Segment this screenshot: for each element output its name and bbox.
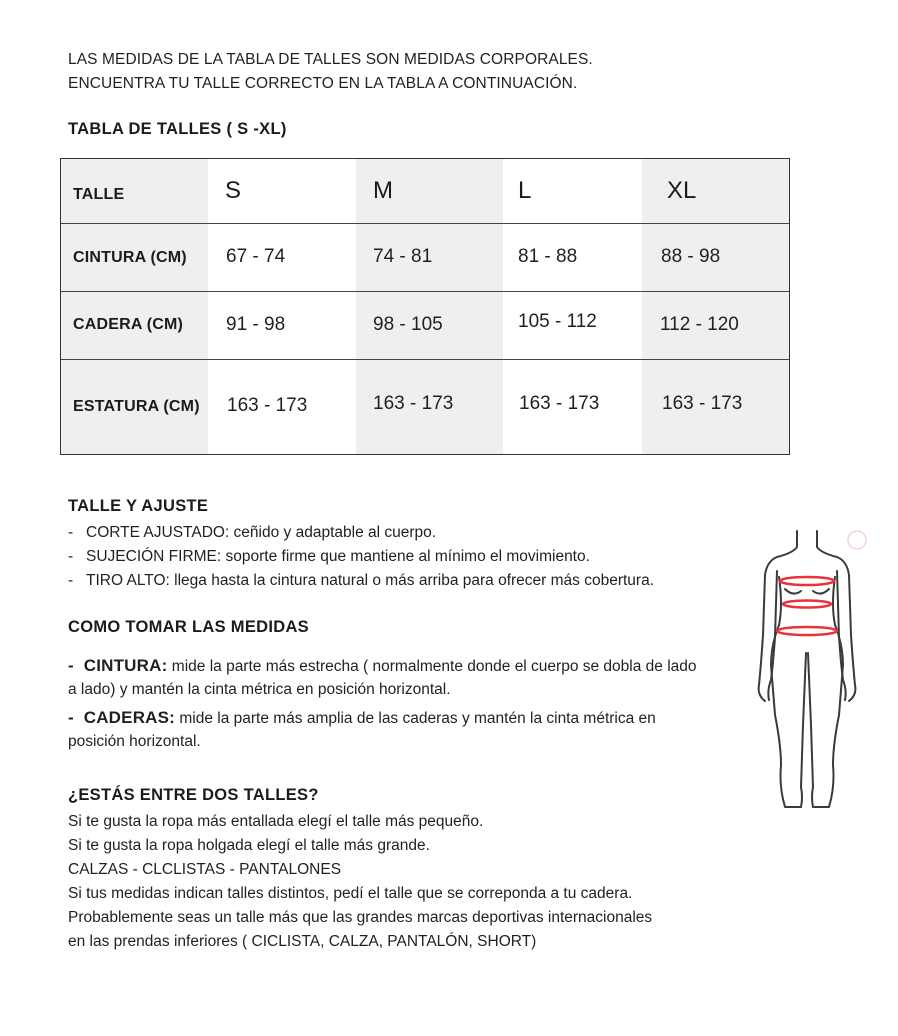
fit-item: - TIRO ALTO: llega hasta la cintura natural o más arriba para ofrecer más cobertura.	[68, 572, 655, 589]
cell-estatura-xl: 163 - 173	[662, 393, 743, 414]
fit-item: - SUJECIÓN FIRME: soporte firme que mantiene al mínimo el movimiento.	[68, 548, 590, 565]
intro-text	[68, 48, 593, 96]
row-divider	[61, 359, 789, 360]
fit-list	[68, 521, 654, 593]
between-lines	[68, 810, 652, 954]
between-title: ¿ESTÁS ENTRE DOS TALLES?	[68, 786, 319, 804]
size-header-s: S	[225, 177, 242, 204]
fit-item: - CORTE AJUSTADO: ceñido y adaptable al cuerpo.	[68, 524, 437, 541]
size-header-xl: XL	[667, 177, 697, 204]
cell-cadera-xl: 112 - 120	[660, 314, 739, 335]
between-line: Si tus medidas indican talles distintos, pedí el talle que se correponda a tu cadera.	[68, 885, 633, 902]
between-line: CALZAS - CLCLISTAS - PANTALONES	[68, 861, 342, 878]
between-line: Probablemente seas un talle más que las grandes marcas deportivas internacionales	[68, 909, 653, 926]
measure-title: COMO TOMAR LAS MEDIDAS	[68, 618, 309, 636]
between-line: Si te gusta la ropa más entallada elegí el talle más pequeño.	[68, 813, 484, 830]
size-header-m: M	[373, 177, 393, 204]
cell-cintura-s: 67 - 74	[226, 246, 286, 267]
measure-item-cintura	[68, 654, 708, 701]
row-divider	[61, 291, 789, 292]
measure-text: mide la parte más amplia de las caderas y mantén la cinta métrica en posición horizontal.	[68, 710, 656, 750]
measure-term: - CADERAS:	[68, 708, 176, 727]
row-divider	[61, 223, 789, 224]
cell-estatura-m: 163 - 173	[373, 393, 454, 414]
body-measurement-figure-icon	[745, 525, 875, 815]
row-label-cadera: CADERA (CM)	[73, 316, 184, 333]
cell-cintura-l: 81 - 88	[518, 246, 578, 267]
measure-text: mide la parte más estrecha ( normalmente donde el cuerpo se dobla de lado a lado) y mantén la cinta métrica en posición horizontal.	[68, 658, 697, 698]
between-line: Si te gusta la ropa holgada elegí el talle más grande.	[68, 837, 430, 854]
cell-estatura-s: 163 - 173	[227, 395, 308, 416]
intro-line: ENCUENTRA TU TALLE CORRECTO EN LA TABLA A CONTINUACIÓN.	[68, 75, 578, 92]
cell-cadera-m: 98 - 105	[373, 314, 443, 335]
size-table-title: TABLA DE TALLES ( S -XL)	[68, 120, 287, 138]
intro-line: LAS MEDIDAS DE LA TABLA DE TALLES SON MEDIDAS CORPORALES.	[68, 51, 593, 68]
cell-cintura-m: 74 - 81	[373, 246, 433, 267]
measure-item-caderas	[68, 706, 708, 753]
size-table	[60, 158, 790, 455]
cell-cadera-l: 105 - 112	[518, 311, 597, 332]
measure-term: - CINTURA:	[68, 656, 168, 675]
between-line: en las prendas inferiores ( CICLISTA, CALZA, PANTALÓN, SHORT)	[68, 933, 537, 950]
size-header-l: L	[518, 177, 532, 204]
cell-cadera-s: 91 - 98	[226, 314, 286, 335]
row-label-estatura: ESTATURA (CM)	[73, 398, 200, 415]
cell-estatura-l: 163 - 173	[519, 393, 600, 414]
fit-title: TALLE Y AJUSTE	[68, 497, 209, 515]
row-label-cintura: CINTURA (CM)	[73, 249, 187, 266]
header-label: TALLE	[73, 186, 125, 203]
cell-cintura-xl: 88 - 98	[661, 246, 721, 267]
